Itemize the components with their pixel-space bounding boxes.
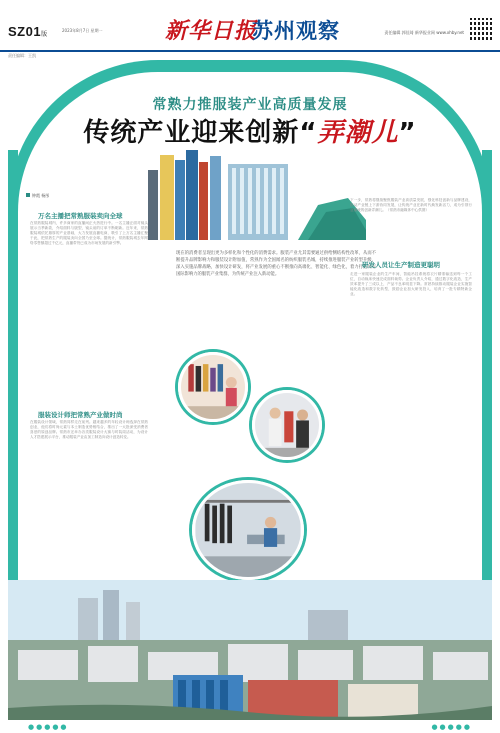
qr-code-icon xyxy=(468,18,492,42)
subhead-1: 万名主播把常熟服装卖向全球 xyxy=(38,212,123,220)
subhead-3: 研发人员让生产制造更聪明 xyxy=(362,261,440,269)
editor-line: 责任编辑：王凯 xyxy=(8,53,36,58)
page-code: SZ01版 xyxy=(8,24,48,39)
subhead-2: 服装设计师把常熟产业做时尚 xyxy=(38,411,123,419)
city-skyline-image xyxy=(8,580,492,720)
article-lede: 现在的消费者呈现出更为多样化和个性化的消费需求。服装产业尤其需要通过供给侧结构性改革，从而不断提升品牌影响力和服装设计附加值，常熟作为全国闻名的纺织服装名城，持续推进服装产业转型升级，深入实施品牌战略，加快设计研发，将产业发展的重心不断推向高端化、智能化、绿色化，着力打造具有国际影响力的服装产业集群，为传统产业注入新动能。 xyxy=(176,251,376,277)
photo-garment-showroom xyxy=(178,352,248,422)
header-links: 责任编辑 郭佳琦 新华报业网 www.xhby.net xyxy=(384,30,464,35)
publication-date: 2023年8月7日 星期一 xyxy=(62,28,103,33)
headline-end: ” xyxy=(398,118,417,148)
photo-production-line xyxy=(192,480,304,580)
edition-title: 苏州观察 xyxy=(252,19,340,43)
masthead xyxy=(0,0,500,52)
footer-dots-right: ●●●●● xyxy=(431,723,472,731)
article-kicker: 常熟力推服装产业高质量发展 xyxy=(152,97,348,113)
byline-mark-icon xyxy=(26,193,30,197)
footer-dots-left: ●●●●● xyxy=(28,723,69,731)
footer-bar xyxy=(0,722,500,733)
newspaper-logo: 新华日报 xyxy=(165,18,258,44)
body-column-a-2: 在服装设计领域，常熟同样走在前列。越来越多的年轻设计师选择在常熟创业，他们将时尚元素与本土制造优势相结合，推出了一大批深受消费者喜爱的原创品牌。常熟市还举办各类服装设计大赛与时装周活动，为设计人才搭建展示平台，推动服装产业由加工制造向设计创造转变。 xyxy=(30,420,148,439)
headline-brush-word: 弄潮儿 xyxy=(317,118,399,148)
masthead-rule xyxy=(0,50,500,52)
body-column-c-1: 走进一家服装企业的生产车间，智能吊挂系统将衣片精准输送到每一个工位，自动裁床快速完成面料裁剪。企业负责人介绍，通过数字化改造，生产效率提升了三成以上，产品不良率明显下降。常熟持续推动服装企业实施智能化改造和数字化转型，鼓励企业加大研发投入，培育了一批专精特新企业。 xyxy=(350,272,472,296)
byline: 钟霞 杨彤 xyxy=(26,193,49,199)
article-headline xyxy=(0,112,500,149)
photo-design-studio xyxy=(252,390,322,460)
body-column-a-1: 在常熟服装城内，许多商家的直播间正火热进行中。一名主播正面对镜头展示当季新款，介绍面料与版型，镜头前的订单不断刷新。近年来，常熟服装城依托雄厚的产业基础，大力发展直播电商，吸引了上万名主播汇聚于此，把常熟生产的服装卖向全国乃至全球。据统计，常熟服装城去年网络零售额超过千亿元，直播带货已成为市场发展的新引擎。 xyxy=(30,221,148,245)
headline-main: 传统产业迎来创新“ xyxy=(83,118,318,148)
hero-buildings-image xyxy=(148,150,366,240)
body-column-c-0: 下一步，常熟将继续聚焦服装产业高质量发展，强化科技创新与品牌建设，推动产业链上下游协同发展，让传统产业在新时代焕发新活力，成为引领行业潮流的创新弄潮儿。（常熟市融媒体中心供图） xyxy=(350,198,472,212)
